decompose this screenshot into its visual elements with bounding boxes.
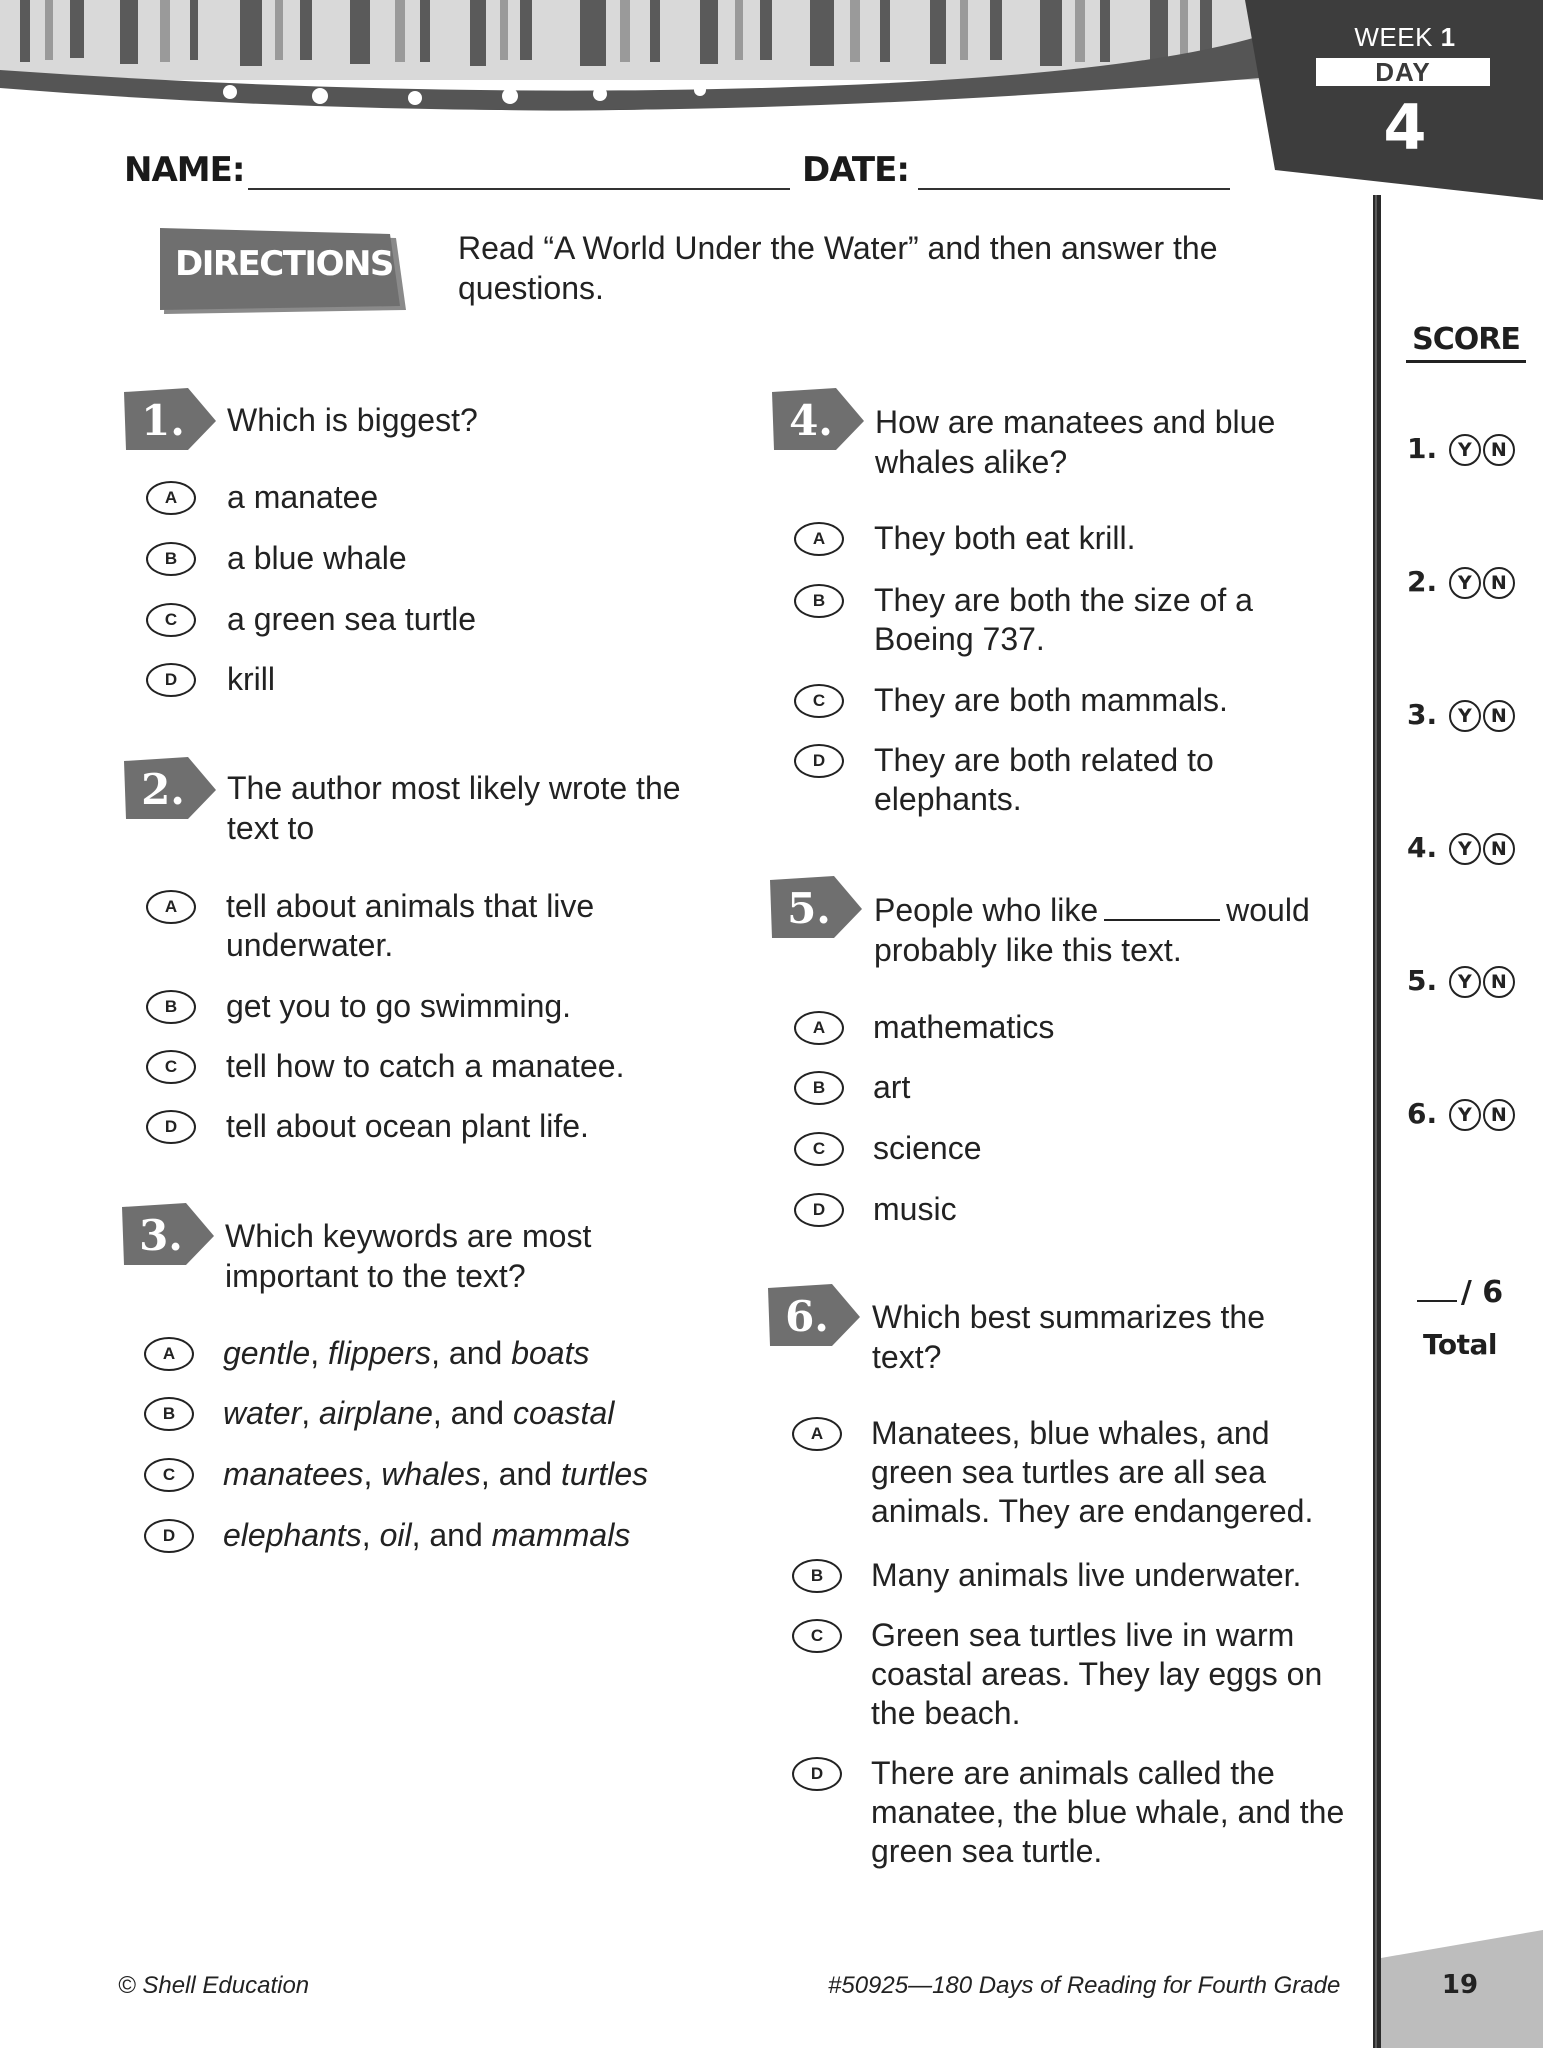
q3-option-c-text: manatees, whales, and turtles — [223, 1456, 649, 1492]
q6-option-b-text: Many animals live underwater. — [871, 1557, 1302, 1593]
q4-option-a-text: They both eat krill. — [874, 520, 1136, 556]
question-1-text: Which is biggest? — [227, 402, 478, 438]
q1-option-a-text: a manatee — [227, 479, 379, 515]
question-6-number: 6. — [785, 1292, 829, 1341]
q6-option-c-text: Green sea turtles live in warm coastal areas. They lay eggs on the beach. — [871, 1617, 1323, 1731]
question-4-number: 4. — [789, 396, 833, 445]
q4-option-c-bubble[interactable]: C — [794, 684, 844, 718]
q4-option-b-bubble[interactable]: B — [794, 584, 844, 618]
q2-option-d-bubble[interactable]: D — [146, 1110, 196, 1144]
question-5-number: 5. — [787, 884, 831, 933]
score-no-2[interactable]: N — [1483, 567, 1515, 599]
week-label: WEEK 1 — [1354, 22, 1456, 52]
directions-label: DIRECTIONS — [175, 244, 393, 284]
q1-option-c-text: a green sea turtle — [227, 601, 477, 637]
q5-option-a-text: mathematics — [873, 1009, 1055, 1045]
q3-option-d-bubble[interactable]: D — [144, 1519, 194, 1553]
question-1-number: 1. — [141, 396, 185, 445]
score-row-6: 6. Y N — [1407, 1097, 1515, 1131]
sidebar-divider — [1373, 195, 1381, 2048]
q3-option-b-bubble[interactable]: B — [144, 1397, 194, 1431]
date-field[interactable] — [918, 188, 1230, 190]
q2-option-a-bubble[interactable]: A — [146, 890, 196, 924]
score-yes-3[interactable]: Y — [1449, 700, 1481, 732]
day-label: DAY — [1316, 58, 1490, 86]
score-yes-6[interactable]: Y — [1449, 1099, 1481, 1131]
q2-option-b-bubble[interactable]: B — [146, 990, 196, 1024]
directions-text: Read “A World Under the Water” and then answer the questions. — [458, 230, 1218, 306]
q4-option-a-bubble[interactable]: A — [794, 522, 844, 556]
score-title: SCORE — [1406, 320, 1526, 363]
q3-option-c-bubble[interactable]: C — [144, 1458, 194, 1492]
q1-option-d-bubble[interactable]: D — [146, 663, 196, 697]
score-row-5: 5. Y N — [1407, 964, 1515, 998]
score-yes-5[interactable]: Y — [1449, 966, 1481, 998]
q5-option-c-text: science — [873, 1130, 982, 1166]
q2-option-a-text: tell about animals that live underwater. — [226, 888, 595, 963]
score-row-2: 2. Y N — [1407, 565, 1515, 599]
q4-option-b-text: They are both the size of a Boeing 737. — [874, 582, 1253, 657]
score-no-4[interactable]: N — [1483, 833, 1515, 865]
score-yes-1[interactable]: Y — [1449, 434, 1481, 466]
score-row-1: 1. Y N — [1407, 432, 1515, 466]
q6-option-d-text: There are animals called the manatee, the blue whale, and the green sea turtle. — [871, 1755, 1345, 1869]
score-total: / 6 — [1400, 1275, 1520, 1310]
q3-option-a-text: gentle, flippers, and boats — [223, 1335, 590, 1371]
day-number: 4 — [1383, 91, 1427, 164]
q1-option-a-bubble[interactable]: A — [146, 481, 196, 515]
score-row-4: 4. Y N — [1407, 831, 1515, 865]
score-no-6[interactable]: N — [1483, 1099, 1515, 1131]
q5-option-a-bubble[interactable]: A — [794, 1011, 844, 1045]
score-no-5[interactable]: N — [1483, 966, 1515, 998]
question-2-number: 2. — [141, 765, 185, 814]
total-blank[interactable] — [1417, 1300, 1457, 1302]
name-label: NAME: — [124, 150, 245, 190]
q4-option-d-text: They are both related to elephants. — [874, 742, 1214, 817]
q2-option-c-bubble[interactable]: C — [146, 1050, 196, 1084]
score-yes-2[interactable]: Y — [1449, 567, 1481, 599]
q3-option-a-bubble[interactable]: A — [144, 1337, 194, 1371]
q1-option-d-text: krill — [227, 661, 275, 697]
question-3-number: 3. — [139, 1211, 183, 1260]
q5-option-c-bubble[interactable]: C — [794, 1132, 844, 1166]
q6-option-d-bubble[interactable]: D — [792, 1757, 842, 1791]
q1-option-c-bubble[interactable]: C — [146, 603, 196, 637]
q2-option-b-text: get you to go swimming. — [226, 988, 572, 1024]
q6-option-b-bubble[interactable]: B — [792, 1559, 842, 1593]
q4-option-c-text: They are both mammals. — [874, 682, 1228, 718]
question-6-text: Which best summarizes the text? — [872, 1299, 1266, 1375]
date-label: DATE: — [802, 150, 909, 190]
score-row-3: 3. Y N — [1407, 698, 1515, 732]
q5-option-b-text: art — [873, 1069, 911, 1105]
q1-option-b-text: a blue whale — [227, 540, 407, 576]
footer-copyright: © Shell Education — [118, 1972, 310, 1999]
question-2-text: The author most likely wrote the text to — [227, 770, 681, 846]
q6-option-a-text: Manatees, blue whales, and green sea turtles are all sea animals. They are endangered. — [871, 1415, 1314, 1529]
q3-option-b-text: water, airplane, and coastal — [223, 1395, 615, 1431]
page-number: 19 — [1441, 1970, 1479, 2000]
q2-option-d-text: tell about ocean plant life. — [226, 1108, 589, 1144]
name-field[interactable] — [248, 188, 790, 190]
q5-option-d-text: music — [873, 1191, 957, 1227]
total-label: Total — [1423, 1328, 1497, 1361]
q4-option-d-bubble[interactable]: D — [794, 744, 844, 778]
score-no-3[interactable]: N — [1483, 700, 1515, 732]
question-3-text: Which keywords are most important to the text? — [225, 1218, 592, 1294]
q5-blank — [1104, 891, 1220, 921]
question-4-text: How are manatees and blue whales alike? — [875, 404, 1276, 480]
score-no-1[interactable]: N — [1483, 434, 1515, 466]
q3-option-d-text: elephants, oil, and mammals — [223, 1517, 631, 1553]
score-yes-4[interactable]: Y — [1449, 833, 1481, 865]
q5-option-d-bubble[interactable]: D — [794, 1193, 844, 1227]
q6-option-a-bubble[interactable]: A — [792, 1417, 842, 1451]
footer-book-title: #50925—180 Days of Reading for Fourth Grade — [828, 1972, 1341, 1999]
q5-option-b-bubble[interactable]: B — [794, 1071, 844, 1105]
q1-option-b-bubble[interactable]: B — [146, 542, 196, 576]
q6-option-c-bubble[interactable]: C — [792, 1619, 842, 1653]
q2-option-c-text: tell how to catch a manatee. — [226, 1048, 625, 1084]
question-5-text: People who like would probably like this text. — [874, 892, 1310, 968]
